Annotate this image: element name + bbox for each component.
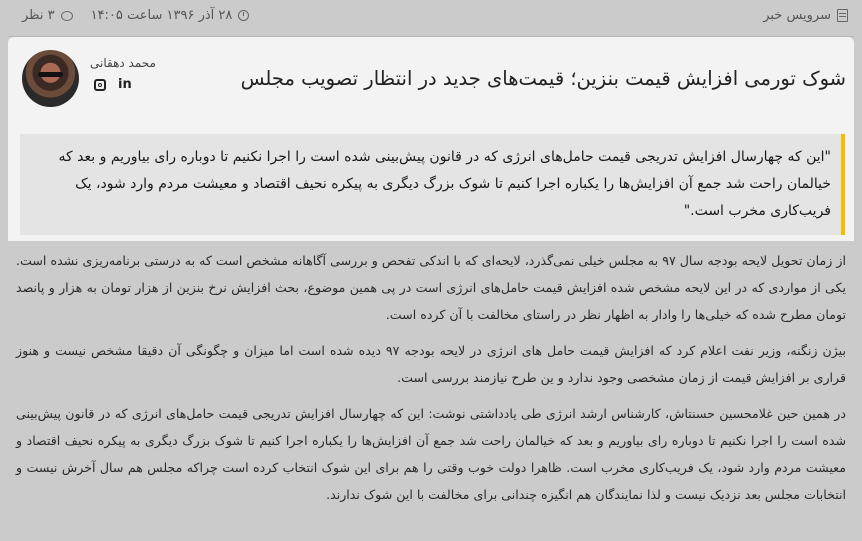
comment-icon [61,11,73,21]
body-paragraph: از زمان تحویل لایحه بودجه سال ۹۷ به مجلس خیلی نمی‌گذرد، لایحه‌ای که با اندکی تفحص و بررسی آگاهانه مشخص است که به درستی برنامه‌ریزی نشده است. یکی از مواردی که در این لایحه مشخص شده افزایش قیمت حامل‌های انرژی است در پی همین موضوع، بحث افزایش نرخ بنزین از هزار تومان به هزار و پانصد تومان مطرح شده که خیلی‌ها را وادار به اظهار نظر در راستای مخالفت با آن کرده است. [16,253,846,322]
article-title: شوک تورمی افزایش قیمت بنزین؛ قیمت‌های جدید در انتظار تصویب مجلس [240,67,846,90]
service-label[interactable] [763,8,848,23]
avatar-glasses [38,72,63,77]
article-quote: "این که چهارسال افزایش تدریجی قیمت حامل‌های انرژی که در قانون پیش‌بینی شده است را اجرا نکنیم تا دوباره رای بیاوریم و بعد که خیالمان راحت شد جمع آن افزایش‌ها را یکباره اجرا کنیم تا شوک بزرگ دیگری به پیکره نحیف اقتصاد و معیشت مردم وارد شود، یک فریب‌کاری مخرب است." [20,134,845,235]
article-meta [22,8,249,23]
publish-date: ۲۸ آذر ۱۳۹۶ ساعت ۱۴:۰۵ [90,8,233,23]
linkedin-icon[interactable]: in [118,77,132,92]
instagram-icon[interactable] [94,79,106,91]
avatar[interactable] [22,50,79,107]
clock-icon [238,10,249,21]
article-body [16,247,846,517]
social-links [94,79,132,91]
comment-count[interactable]: ۳ نظر [22,8,55,23]
meta-bar [0,0,862,36]
body-paragraph: در همین حین غلامحسین حسنتاش، کارشناس ارشد انرژی طی یادداشتی نوشت: این که چهارسال افزایش تدریجی قیمت حامل‌های انرژی که در قانون پیش‌بینی شده است را اجرا نکنیم تا دوباره رای بیاوریم و بعد که خیالمان راحت شد جمع آن افزایش‌ها را یکباره اجرا کنیم تا شوک بزرگ دیگری به پیکره نحیف اقتصاد و معیشت مردم وارد شود، یک فریب‌کاری مخرب است. ظاهرا دولت خوب وقتی را هم برای این شوک انتخاب کرده است چراکه مجلس هم سال آخرش نیست و انتخابات مجلس بعد نزدیک نیست و لذا نمایندگان هم انگیزه چندانی برای مخالفت با این شوک ندارند. [16,406,846,502]
body-paragraph: بیژن زنگنه، وزیر نفت اعلام کرد که افزایش قیمت حامل های انرژی در لایحه بودجه ۹۷ دیده شده است اما میزان و چگونگی آن دقیقا مشخص نیست و هنوز قراری بر افزایش قیمت از زمان مشخصی وجود ندارد و ین طرح نیازمند بررسی است. [16,343,846,385]
service-text[interactable]: سرویس خبر [763,8,831,23]
document-icon [837,9,848,22]
author-name[interactable]: محمد دهقانی [90,56,156,70]
